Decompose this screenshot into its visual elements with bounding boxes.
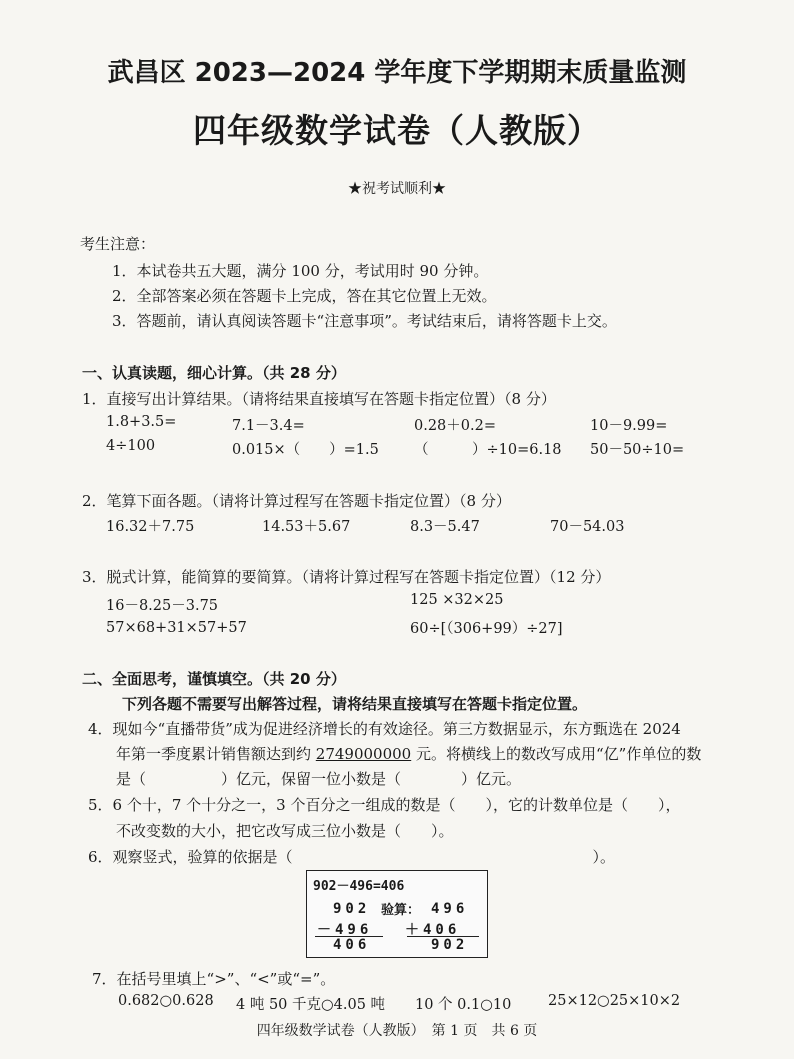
q4-line2	[116, 743, 701, 764]
q1-item: 10－9.99=	[590, 418, 668, 434]
box-col1-sub: －496	[317, 922, 373, 938]
q1-item: 7.1－3.4=	[232, 418, 305, 434]
q2-item: 8.3－5.47	[410, 519, 480, 535]
vertical-calculation-box	[306, 870, 488, 958]
page-footer: 四年级数学试卷（人教版） 第 1 页 共 6 页	[256, 1023, 538, 1039]
q7-item: 0.682○0.628	[118, 993, 214, 1009]
q2-item: 70－54.03	[550, 519, 625, 535]
notice-item-3: 3．答题前，请认真阅读答题卡“注意事项”。考试结束后，请将答题卡上交。	[112, 312, 617, 330]
box-equation: 902－496=406	[313, 879, 405, 894]
q1-text: 1．直接写出计算结果。（请将结果直接填写在答题卡指定位置）（8 分）	[82, 390, 556, 408]
q1-item: 0.28＋0.2=	[414, 418, 496, 434]
q1-item: 0.015×（ ）=1.5	[232, 442, 379, 458]
q2-item: 16.32＋7.75	[106, 519, 195, 535]
notice-item-1: 1．本试卷共五大题，满分 100 分，考试用时 90 分钟。	[112, 262, 489, 280]
exam-title-line2: 四年级数学试卷（人教版）	[193, 111, 601, 150]
q3-item: 16－8.25－3.75	[106, 598, 219, 614]
q5-line1: 5．6 个十，7 个十分之一，3 个百分之一组成的数是（ ），它的计数单位是（ ），	[88, 796, 681, 814]
q3-item: 125 ×32×25	[410, 592, 504, 608]
q7-item: 25×12○25×10×2	[548, 993, 681, 1009]
box-col2-result: 902	[431, 937, 469, 953]
q3-text: 3．脱式计算，能简算的要简算。（请将计算过程写在答题卡指定位置）（12 分）	[82, 568, 611, 586]
q2-item: 14.53＋5.67	[262, 519, 351, 535]
section1-title: 一、认真读题，细心计算。（共 28 分）	[82, 364, 346, 382]
q1-item: 4÷100	[106, 438, 156, 454]
notice-label: 考生注意：	[80, 235, 156, 253]
box-col2-add: ＋406	[405, 922, 461, 938]
q1-item: （ ）÷10=6.18	[414, 442, 562, 458]
q3-item: 60÷[（306+99）÷27]	[410, 621, 563, 637]
q4-line2-pre: 年第一季度累计销售额达到约	[116, 745, 316, 763]
q7-item: 4 吨 50 千克○4.05 吨	[236, 997, 386, 1013]
q6-text: 6．观察竖式，验算的依据是（ ）。	[88, 848, 616, 866]
q5-line2: 不改变数的大小，把它改写成三位小数是（ ）。	[116, 822, 454, 840]
box-col2-top: 496	[431, 901, 469, 917]
exam-subtitle: ★祝考试顺利★	[348, 181, 446, 197]
box-col1-top: 902	[333, 901, 371, 917]
q2-text: 2．笔算下面各题。（请将计算过程写在答题卡指定位置）（8 分）	[82, 492, 511, 510]
q7-text: 7．在括号里填上“>”、“<”或“=”。	[92, 970, 336, 988]
exam-title-line1: 武昌区 2023—2024 学年度下学期期末质量监测	[107, 58, 687, 88]
q4-line2-post: 元。将横线上的数改写成用“亿”作单位的数	[411, 745, 702, 763]
q1-item: 1.8+3.5=	[106, 414, 177, 430]
box-check-label: 验算：	[381, 903, 421, 918]
q3-item: 57×68+31×57+57	[106, 620, 247, 636]
q1-item: 50－50÷10=	[590, 442, 685, 458]
q4-underlined-number: 2749000000	[315, 745, 412, 763]
q4-line3: 是（ ）亿元，保留一位小数是（ ）亿元。	[116, 770, 522, 788]
notice-item-2: 2．全部答案必须在答题卡上完成，答在其它位置上无效。	[112, 287, 497, 305]
section2-instruction: 下列各题不需要写出解答过程，请将结果直接填写在答题卡指定位置。	[122, 695, 588, 713]
q7-item: 10 个 0.1○10	[415, 997, 512, 1013]
q4-line1: 4．现如今“直播带货”成为促进经济增长的有效途径。第三方数据显示，东方甄选在 2024	[88, 720, 681, 738]
box-col1-result: 406	[333, 937, 371, 953]
section2-title: 二、全面思考，谨慎填空。（共 20 分）	[82, 670, 346, 688]
